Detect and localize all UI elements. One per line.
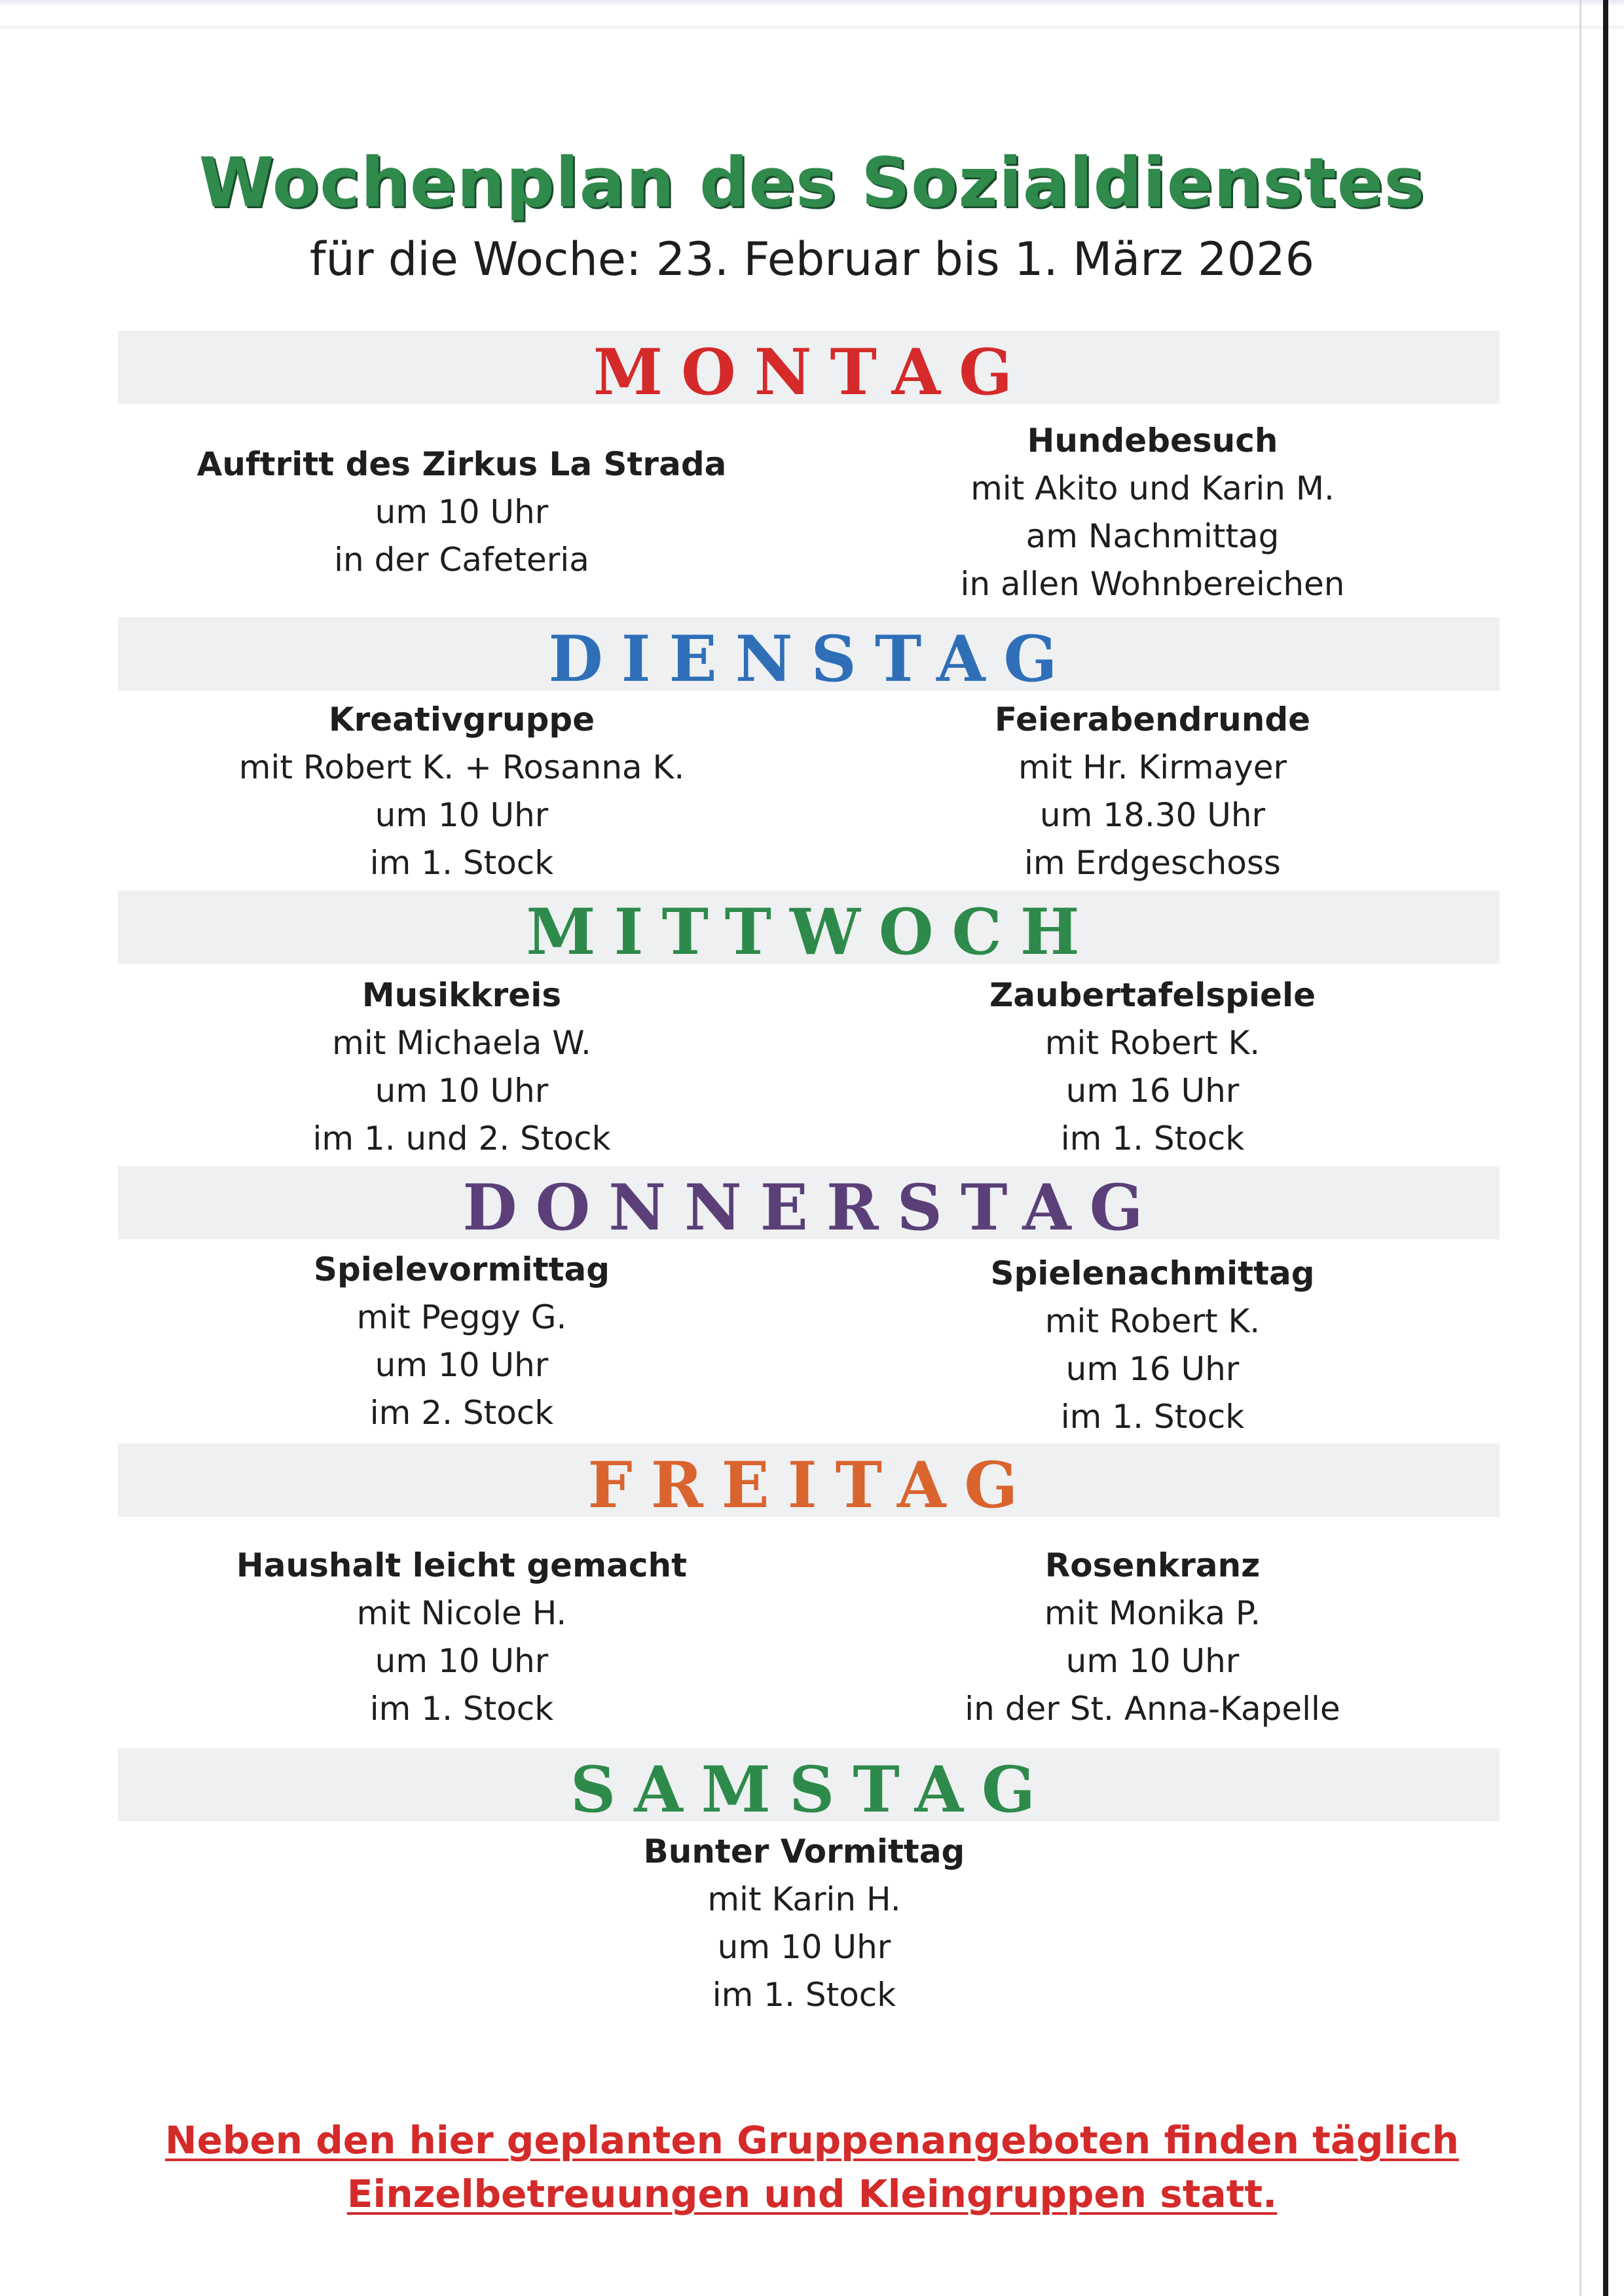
event-detail: im 1. und 2. Stock bbox=[312, 1120, 611, 1157]
footer-line-1: Neben den hier geplanten Gruppenangeboten finden täglich bbox=[165, 2118, 1459, 2162]
event-title: Musikkreis bbox=[361, 976, 562, 1014]
event-detail: um 10 Uhr bbox=[375, 1072, 549, 1110]
event-detail: um 10 Uhr bbox=[1065, 1642, 1240, 1680]
event-detail: im 1. Stock bbox=[1060, 1120, 1245, 1157]
event-detail: mit Akito und Karin M. bbox=[970, 469, 1335, 507]
event-title: Hundebesuch bbox=[1027, 422, 1278, 460]
event-detail: um 10 Uhr bbox=[375, 1642, 549, 1680]
event-detail: mit Monika P. bbox=[1044, 1594, 1261, 1632]
footer-note bbox=[0, 2113, 1624, 2221]
event-detail: in der Cafeteria bbox=[334, 541, 589, 579]
event-detail: im Erdgeschoss bbox=[1024, 844, 1281, 882]
day-heading-mittwoch: MITTWOCH bbox=[526, 895, 1098, 969]
day-heading-dienstag: DIENSTAG bbox=[548, 622, 1076, 696]
event-title: Bunter Vormittag bbox=[643, 1832, 965, 1870]
event-freitag-left bbox=[147, 1542, 776, 1733]
event-detail: um 10 Uhr bbox=[375, 1346, 549, 1384]
event-detail: mit Hr. Kirmayer bbox=[1018, 748, 1287, 786]
event-detail: um 16 Uhr bbox=[1065, 1072, 1240, 1110]
event-detail: im 1. Stock bbox=[369, 844, 554, 882]
event-detail: in der St. Anna-Kapelle bbox=[965, 1690, 1340, 1728]
event-title: Auftritt des Zirkus La Strada bbox=[196, 445, 727, 483]
event-detail: mit Robert K. + Rosanna K. bbox=[238, 748, 685, 786]
event-samstag-center bbox=[490, 1828, 1118, 2019]
event-detail: im 1. Stock bbox=[1060, 1398, 1245, 1436]
event-mittwoch-left bbox=[147, 972, 776, 1163]
event-title: Feierabendrunde bbox=[994, 701, 1311, 738]
event-detail: mit Karin H. bbox=[707, 1880, 901, 1918]
event-mittwoch-right bbox=[838, 972, 1467, 1163]
event-detail: um 16 Uhr bbox=[1065, 1350, 1240, 1388]
event-detail: im 2. Stock bbox=[369, 1394, 554, 1432]
event-detail: um 10 Uhr bbox=[375, 796, 549, 834]
event-detail: im 1. Stock bbox=[712, 1976, 896, 2014]
day-heading-samstag: SAMSTAG bbox=[570, 1753, 1054, 1827]
event-detail: mit Nicole H. bbox=[356, 1594, 567, 1632]
event-donnerstag-left bbox=[147, 1246, 776, 1437]
event-title: Rosenkranz bbox=[1044, 1546, 1261, 1584]
page-subtitle: für die Woche: 23. Februar bis 1. März 2026 bbox=[309, 232, 1315, 286]
event-detail: um 10 Uhr bbox=[375, 493, 549, 531]
scan-top-edge bbox=[0, 0, 1624, 36]
footer-line-2: Einzelbetreuungen und Kleingruppen statt. bbox=[346, 2172, 1278, 2216]
event-title: Spielenachmittag bbox=[990, 1254, 1315, 1292]
event-title: Spielevormittag bbox=[313, 1250, 610, 1288]
day-heading-donnerstag: DONNERSTAG bbox=[462, 1171, 1162, 1245]
event-dienstag-left bbox=[147, 696, 776, 887]
event-detail: mit Michaela W. bbox=[332, 1024, 591, 1062]
event-detail: am Nachmittag bbox=[1025, 517, 1280, 555]
event-montag-right bbox=[838, 417, 1467, 608]
event-detail: um 10 Uhr bbox=[717, 1928, 891, 1966]
event-detail: um 18.30 Uhr bbox=[1039, 796, 1266, 834]
event-detail: im 1. Stock bbox=[369, 1690, 554, 1728]
event-title: Kreativgruppe bbox=[328, 701, 595, 738]
event-detail: mit Peggy G. bbox=[356, 1298, 567, 1336]
event-freitag-right bbox=[838, 1542, 1467, 1733]
event-title: Zaubertafelspiele bbox=[989, 976, 1316, 1014]
event-dienstag-right bbox=[838, 696, 1467, 887]
day-heading-freitag: FREITAG bbox=[587, 1448, 1037, 1522]
page-title: Wochenplan des Sozialdienstes bbox=[198, 143, 1426, 223]
day-heading-montag: MONTAG bbox=[593, 335, 1031, 409]
event-detail: mit Robert K. bbox=[1044, 1024, 1261, 1062]
event-title: Haushalt leicht gemacht bbox=[236, 1546, 688, 1584]
event-montag-left bbox=[147, 441, 776, 584]
event-detail: mit Robert K. bbox=[1044, 1302, 1261, 1340]
event-detail: in allen Wohnbereichen bbox=[960, 565, 1345, 603]
event-donnerstag-right bbox=[838, 1250, 1467, 1441]
